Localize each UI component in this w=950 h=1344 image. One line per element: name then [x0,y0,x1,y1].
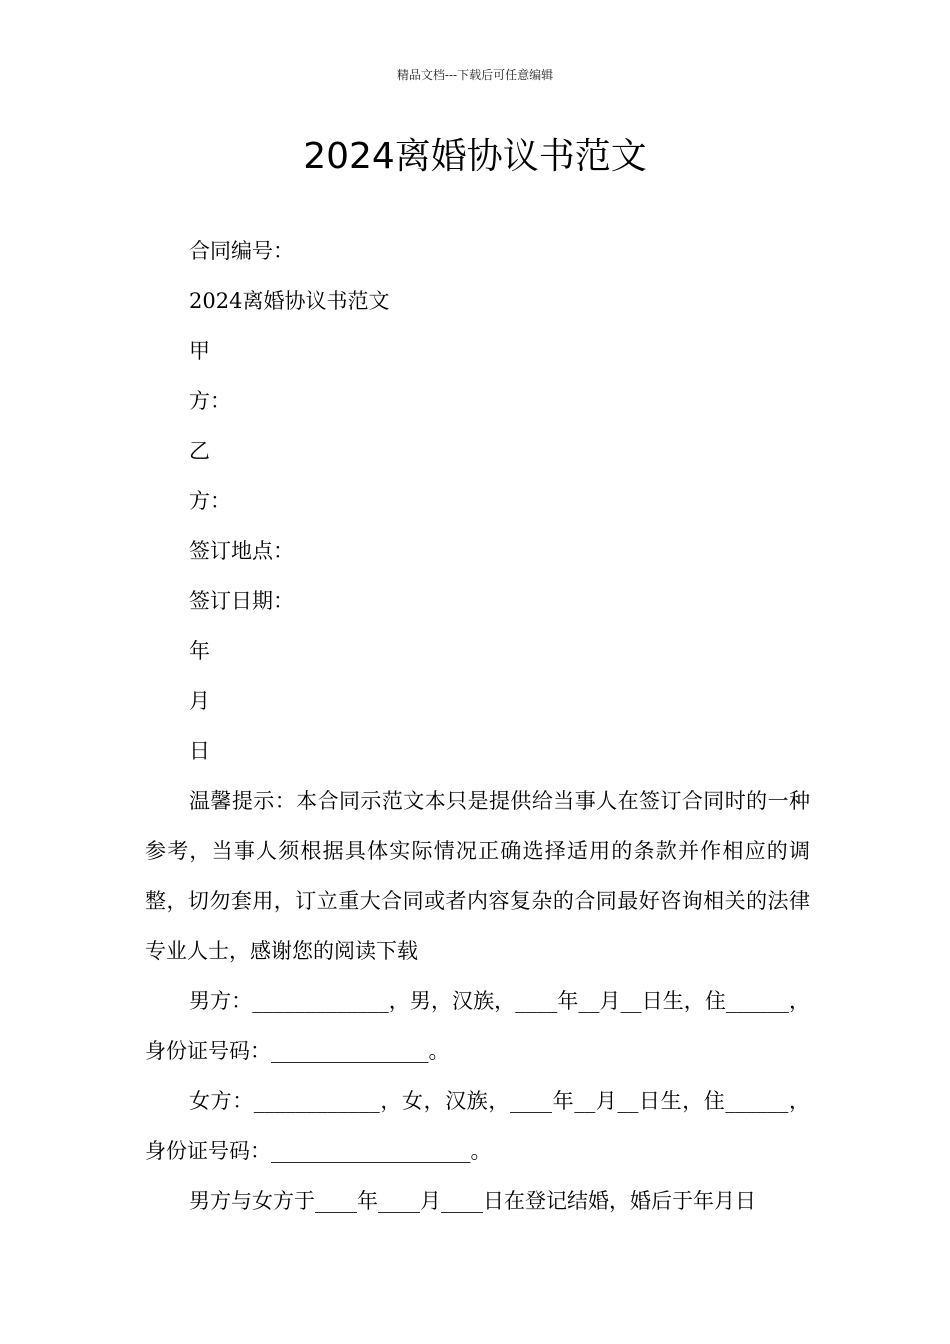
male-info-paragraph: 男方：_____________，男，汉族，____年__月__日生，住______，身份证号码：_______________。 [145,989,810,1063]
month-label: 月 [189,689,210,713]
sign-place-label: 签订地点： [189,539,294,563]
party-a-label-2: 方： [189,389,231,413]
female-info-paragraph: 女方：____________，女，汉族，____年__月__日生，住______，身份证号码：___________________。 [145,1089,810,1163]
document-title: 2024离婚协议书范文 [303,136,647,177]
page-header: 精品文档---下载后可任意编辑 [396,68,554,82]
day-label: 日 [189,739,210,763]
tip-paragraph: 温馨提示：本合同示范文本只是提供给当事人在签订合同时的一种参考，当事人须根据具体实际情况正确选择适用的条款并作相应的调整，切勿套用，订立重大合同或者内容复杂的合同最好咨询相关的法律专业人士，感谢您的阅读下载 [145,789,810,963]
document-name: 2024离婚协议书范文 [189,289,390,313]
party-a-label-1: 甲 [189,339,210,363]
party-b-label-2: 方： [189,489,231,513]
year-label: 年 [189,639,210,663]
contract-number-label: 合同编号： [189,239,294,263]
party-b-label-1: 乙 [189,439,210,463]
document-body [145,226,810,1226]
sign-date-label: 签订日期： [189,589,294,613]
marriage-paragraph: 男方与女方于____年____月____日在登记结婚，婚后于年月日 [189,1189,756,1213]
